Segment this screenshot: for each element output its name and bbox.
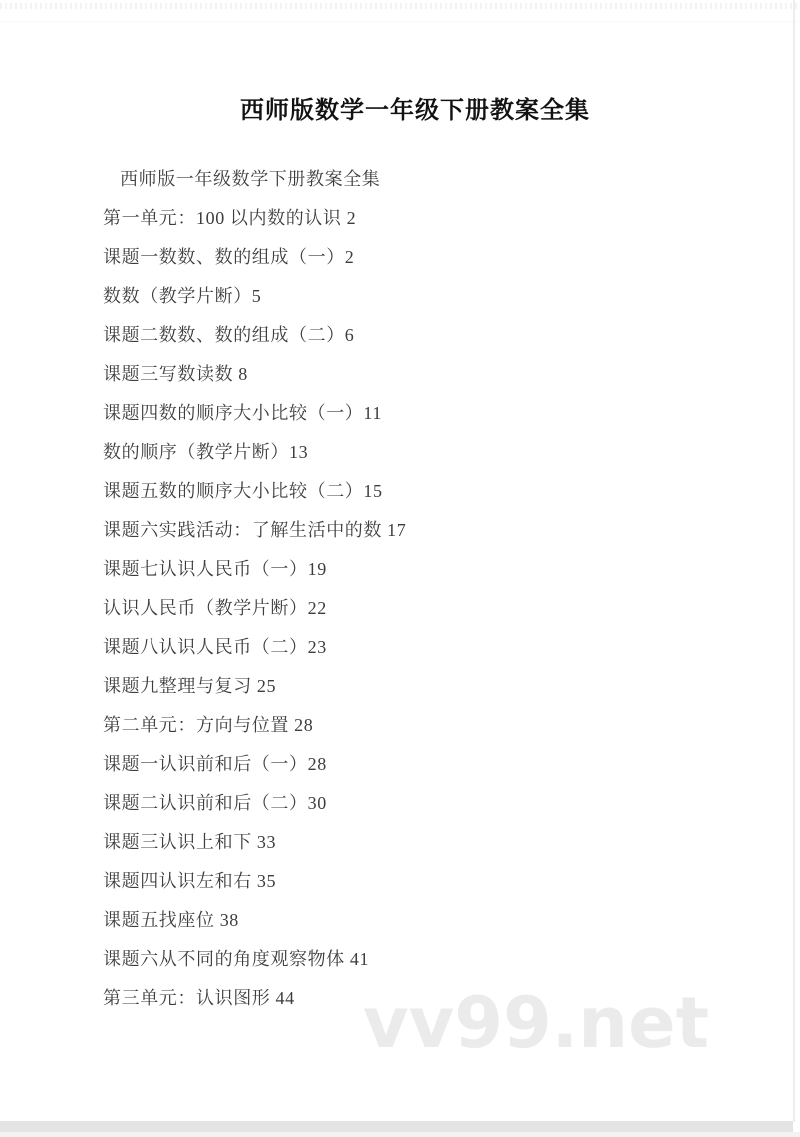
page-top-rule [0, 21, 800, 22]
toc-entry: 课题二认识前和后（二）30 [103, 792, 327, 813]
toc-entry: 第三单元：认识图形 44 [103, 987, 295, 1008]
toc-entry: 课题一认识前和后（一）28 [103, 753, 327, 774]
toc-entry: 课题三写数读数 8 [103, 363, 248, 384]
table-of-contents [103, 158, 760, 1016]
toc-entry: 课题五数的顺序大小比较（二）15 [103, 480, 383, 501]
page-top-texture [0, 3, 800, 9]
toc-entry: 第一单元：100 以内数的认识 2 [103, 207, 357, 228]
toc-entry: 课题六从不同的角度观察物体 41 [103, 948, 370, 969]
page-right-border [793, 0, 795, 1122]
next-page-edge [0, 1132, 800, 1137]
toc-entry: 数的顺序（教学片断）13 [103, 441, 309, 462]
document-title: 西师版数学一年级下册教案全集 [240, 97, 590, 124]
toc-entry: 课题四数的顺序大小比较（一）11 [103, 402, 382, 423]
toc-entry: 第二单元：方向与位置 28 [103, 714, 314, 735]
toc-entry: 课题一数数、数的组成（一）2 [103, 246, 355, 267]
toc-entry: 课题八认识人民币（二）23 [103, 636, 327, 657]
toc-entry: 课题七认识人民币（一）19 [103, 558, 327, 579]
toc-entry: 课题三认识上和下 33 [103, 831, 277, 852]
toc-entry: 课题九整理与复习 25 [103, 675, 277, 696]
toc-entry: 课题五找座位 38 [103, 909, 239, 930]
toc-entry: 课题四认识左和右 35 [103, 870, 277, 891]
toc-entry: 课题二数数、数的组成（二）6 [103, 324, 355, 345]
toc-heading: 西师版一年级数学下册教案全集 [120, 168, 381, 189]
page-gap [0, 1121, 793, 1132]
toc-entry: 数数（教学片断）5 [103, 285, 262, 306]
watermark: vv99.net [363, 982, 710, 1064]
toc-entry: 认识人民币（教学片断）22 [103, 597, 327, 618]
toc-entry-list [103, 197, 760, 1016]
toc-entry: 课题六实践活动：了解生活中的数 17 [103, 519, 407, 540]
